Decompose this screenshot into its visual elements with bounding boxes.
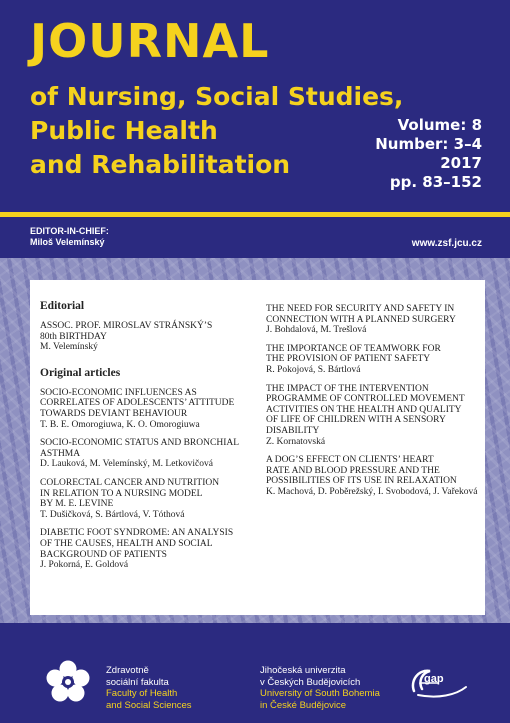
cover-footer [0, 623, 510, 723]
issue-info [375, 116, 482, 192]
university-name-cz-line: v Českých Budějovicích [260, 676, 361, 688]
cover-header [0, 0, 510, 205]
original-articles-heading: Original articles [40, 366, 121, 379]
subtitle-line: of Nursing, Social Studies, [30, 82, 404, 111]
pages-label: pp. 83–152 [389, 173, 482, 191]
faculty-name-cz-line: Zdravotně [106, 665, 149, 676]
contents-left-column [40, 300, 255, 579]
editor-label: EDITOR-IN-CHIEF: [30, 226, 109, 236]
article-title-line: POSSIBILITIES OF ITS USE IN RELAXATION [266, 476, 457, 487]
article-title-line: THE PROVISION OF PATIENT SAFETY [266, 354, 431, 365]
article-title-line: RATE AND BLOOD PRESSURE AND THE [266, 465, 440, 476]
subtitle-line: Public Health [30, 116, 218, 145]
article-title-line: ACTIVITIES ON THE HEALTH AND QUALITY [266, 404, 462, 415]
article-title-line: CONNECTION WITH A PLANNED SURGERY [266, 314, 456, 325]
faculty-flower-logo-icon [44, 659, 92, 705]
faculty-name [106, 665, 192, 711]
article-title-line: DISABILITY [266, 425, 320, 436]
article-authors: K. Machová, D. Poběrežský, I. Svobodová, J. Vařeková [266, 486, 478, 497]
article-title-line: SOCIO-ECONOMIC INFLUENCES AS [40, 387, 197, 398]
article-title-line: BY M. E. LEVINE [40, 499, 114, 510]
article-title-line: BACKGROUND OF PATIENTS [40, 549, 167, 560]
faculty-name-en-line: Faculty of Health [106, 688, 178, 699]
article-entry[interactable] [40, 528, 255, 570]
article-title-line: TOWARDS DEVIANT BEHAVIOUR [40, 408, 188, 419]
volume-label: Volume: 8 [397, 116, 482, 134]
article-title-line: OF THE CAUSES, HEALTH AND SOCIAL [40, 538, 213, 549]
article-authors: J. Bohdalová, M. Trešlová [266, 325, 367, 336]
university-name-en-line: in České Budějovice [260, 699, 347, 711]
article-title-line: A DOG’S EFFECT ON CLIENTS’ HEART [266, 455, 434, 466]
year-label: 2017 [440, 154, 482, 172]
article-title-line: DIABETIC FOOT SYNDROME: AN ANALYSIS [40, 528, 234, 539]
editor-name: Miloš Velemínský [30, 237, 105, 247]
article-title-line: COLORECTAL CANCER AND NUTRITION [40, 477, 220, 488]
gap-logo-text: gap [424, 673, 444, 685]
article-authors: R. Pokojová, S. Bártlová [266, 364, 361, 375]
article-authors: M. Velemínský [40, 342, 98, 353]
article-entry[interactable] [266, 304, 480, 336]
article-entry[interactable] [40, 438, 255, 470]
article-authors: Z. Kornatovská [266, 436, 326, 447]
faculty-name-cz-line: sociální fakulta [106, 676, 169, 688]
article-entry[interactable] [266, 384, 480, 448]
article-authors: D. Lauková, M. Velemínský, M. Letkovičová [40, 459, 213, 470]
website-link[interactable]: www.zsf.jcu.cz [411, 238, 482, 249]
university-name [260, 665, 380, 711]
article-title-line: THE IMPORTANCE OF TEAMWORK FOR [266, 343, 441, 354]
university-name-cz-line: Jihočeská univerzita [260, 665, 346, 676]
subtitle-line: and Rehabilitation [30, 150, 291, 179]
article-title-line: CORRELATES OF ADOLESCENTS’ ATTITUDE [40, 398, 235, 409]
article-authors: T. Dušičková, S. Bártlová, V. Tóthová [40, 509, 185, 520]
article-entry[interactable] [266, 344, 480, 376]
article-title-line: 80th BIRTHDAY [40, 331, 107, 342]
journal-subtitle [30, 80, 403, 182]
editorial-heading: Editorial [40, 300, 85, 312]
article-entry[interactable] [40, 321, 255, 353]
article-title-line: OF LIFE OF CHILDREN WITH A SENSORY [266, 415, 446, 426]
number-label: Number: 3–4 [375, 135, 482, 153]
article-entry[interactable] [40, 388, 255, 430]
contents-panel [30, 280, 485, 615]
article-title-line: ASSOC. PROF. MIROSLAV STRÁNSKÝ’S [40, 321, 213, 331]
article-authors: T. B. E. Omorogiuwa, K. O. Omorogiuwa [40, 419, 200, 430]
article-title-line: THE IMPACT OF THE INTERVENTION [266, 383, 429, 394]
editor-block [30, 226, 109, 248]
article-title-line: PROGRAMME OF CONTROLLED MOVEMENT [266, 394, 465, 405]
yellow-divider [0, 212, 510, 217]
article-authors: J. Pokorná, E. Goldová [40, 560, 129, 571]
article-entry[interactable] [266, 455, 480, 497]
contents-right-column [266, 304, 480, 506]
article-entry[interactable] [40, 478, 255, 520]
faculty-name-en-line: and Social Sciences [106, 699, 192, 711]
article-title-line: ASTHMA [40, 448, 81, 459]
journal-title: JOURNAL [30, 14, 270, 68]
university-name-en-line: University of South Bohemia [260, 688, 380, 699]
article-title-line: THE NEED FOR SECURITY AND SAFETY IN [266, 304, 455, 314]
article-title-line: SOCIO-ECONOMIC STATUS AND BRONCHIAL [40, 438, 240, 449]
article-title-line: IN RELATION TO A NURSING MODEL [40, 488, 203, 499]
